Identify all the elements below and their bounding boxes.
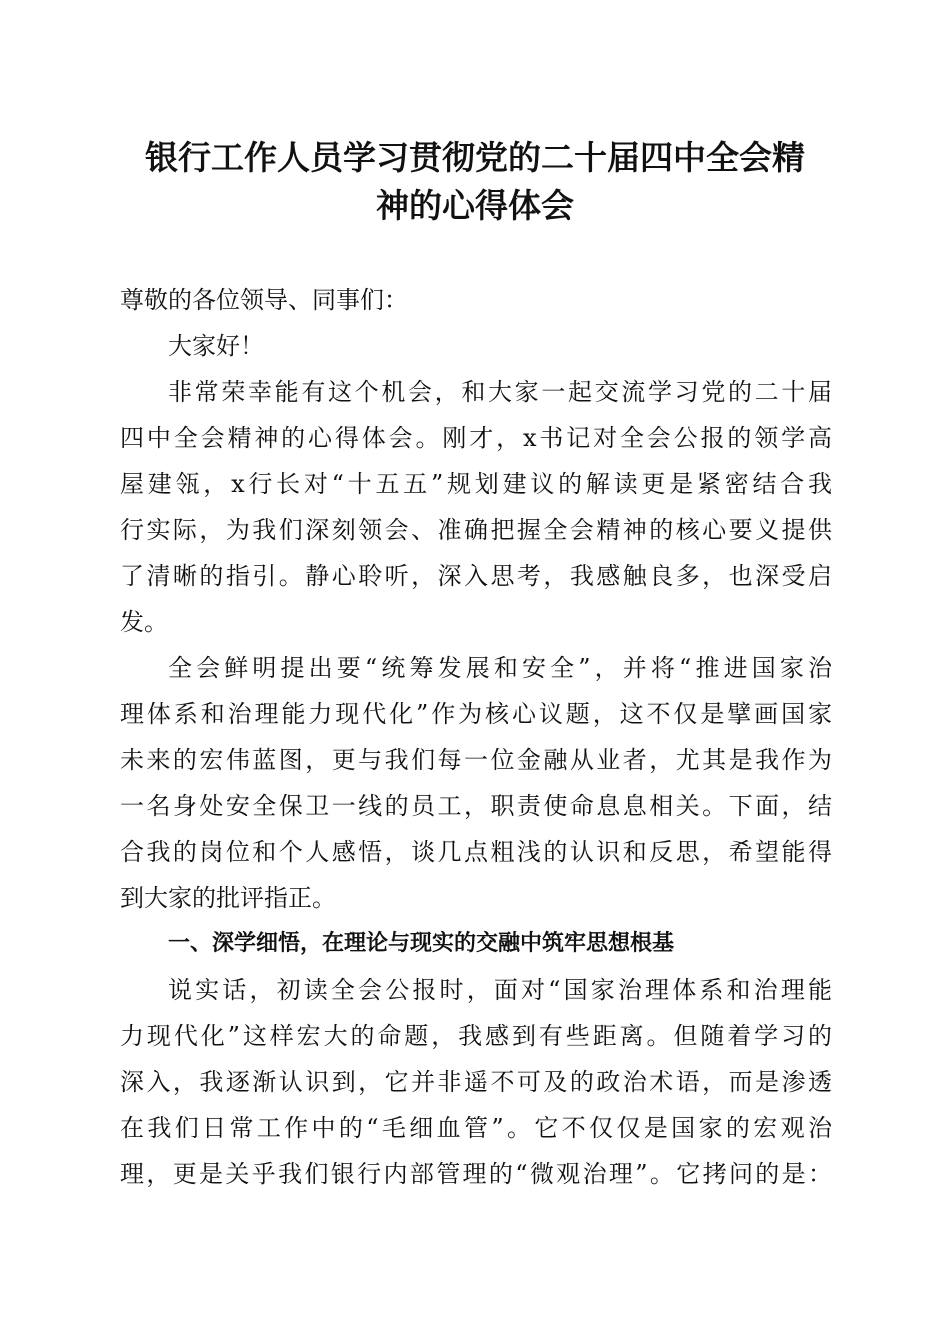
paragraph-line: 到大家的批评指正。 xyxy=(120,884,336,912)
paragraph-line: 说实话，初读全会公报时，面对“国家治理体系和治理能 xyxy=(168,976,832,1004)
paragraph-line: 全会鲜明提出要“统筹发展和安全”，并将“推进国家治 xyxy=(168,654,832,682)
paragraph-line: 非常荣幸能有这个机会，和大家一起交流学习党的二十届 xyxy=(168,378,832,406)
paragraph-line: 一名身处安全保卫一线的员工，职责使命息息相关。下面，结 xyxy=(120,792,832,820)
paragraph-line: 屋建瓴，x行长对“十五五”规划建议的解读更是紧密结合我 xyxy=(120,470,832,498)
paragraph-line: 合我的岗位和个人感悟，谈几点粗浅的认识和反思，希望能得 xyxy=(120,838,832,866)
salutation: 尊敬的各位领导、同事们： xyxy=(120,286,408,314)
section-heading-1: 一、深学细悟，在理论与现实的交融中筑牢思想根基 xyxy=(168,931,675,956)
document-title-line-2: 神的心得体会 xyxy=(376,186,574,225)
greeting: 大家好！ xyxy=(168,332,264,360)
paragraph-line: 深入，我逐渐认识到，它并非遥不可及的政治术语，而是渗透 xyxy=(120,1068,832,1096)
document-body xyxy=(120,277,832,1197)
paragraph-line: 理体系和治理能力现代化”作为核心议题，这不仅是擘画国家 xyxy=(120,700,832,728)
paragraph-line: 发。 xyxy=(120,608,168,636)
paragraph-line: 力现代化”这样宏大的命题，我感到有些距离。但随着学习的 xyxy=(120,1022,832,1050)
paragraph-line: 理，更是关乎我们银行内部管理的“微观治理”。它拷问的是： xyxy=(120,1160,832,1188)
paragraph-2 xyxy=(120,645,832,921)
paragraph-line: 四中全会精神的心得体会。刚才，x书记对全会公报的领学高 xyxy=(120,424,832,452)
paragraph-line: 未来的宏伟蓝图，更与我们每一位金融从业者，尤其是我作为 xyxy=(120,746,832,774)
paragraph-line: 在我们日常工作中的“毛细血管”。它不仅仅是国家的宏观治 xyxy=(120,1114,832,1142)
paragraph-1 xyxy=(120,369,832,645)
paragraph-line: 了清晰的指引。静心聆听，深入思考，我感触良多，也深受启 xyxy=(120,562,832,590)
document-title-line-1: 银行工作人员学习贯彻党的二十届四中全会精 xyxy=(145,138,805,177)
paragraph-3 xyxy=(120,967,832,1197)
paragraph-line: 行实际，为我们深刻领会、准确把握全会精神的核心要义提供 xyxy=(120,516,832,544)
